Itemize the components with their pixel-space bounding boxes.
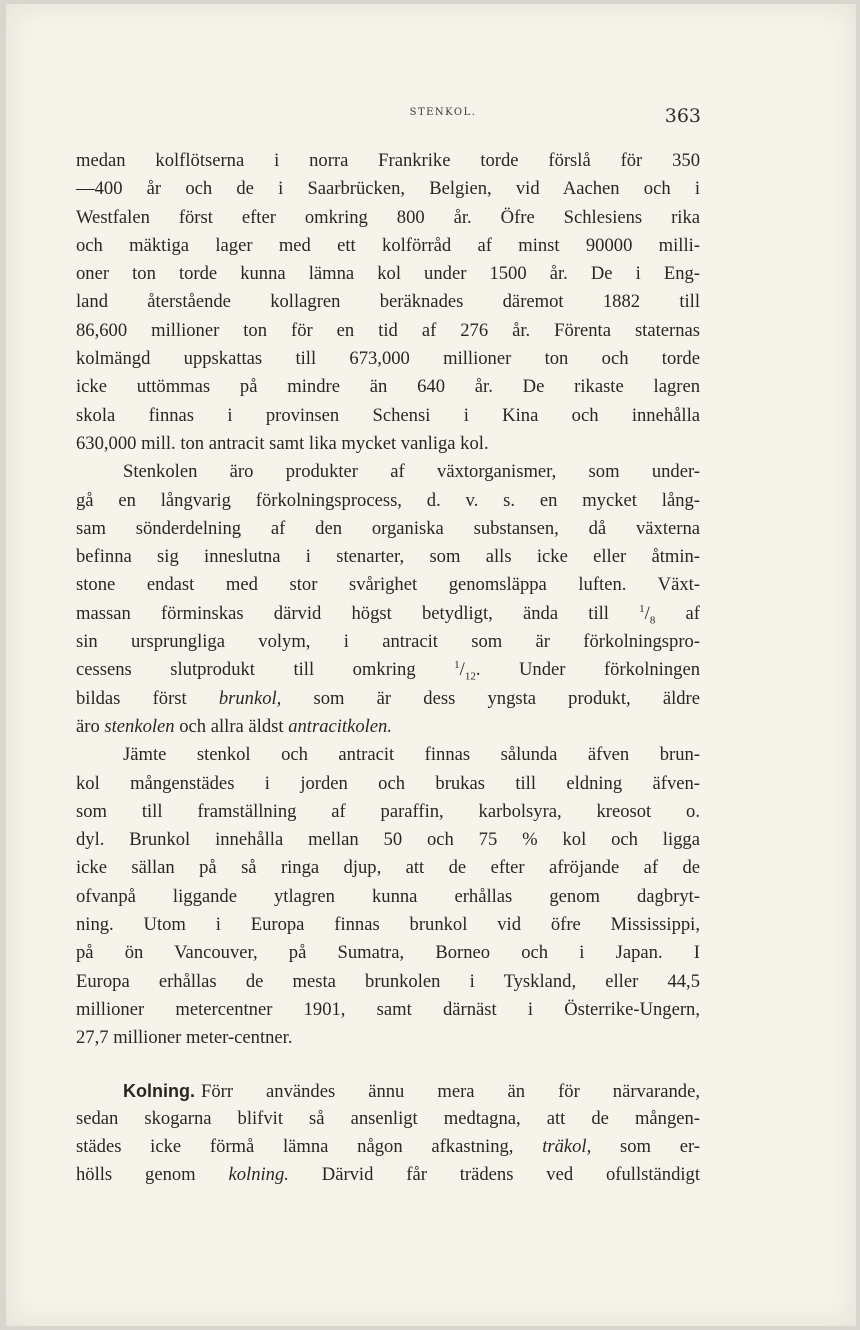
text-line: dyl. Brunkol innehålla mellan 50 och 75 % kol och ligga — [76, 829, 700, 851]
text-line: som till framställning af paraffin, karbolsyra, kreosot o. — [76, 800, 700, 822]
text-line — [76, 685, 700, 713]
paragraph-brown-coal — [76, 741, 700, 1052]
text-line: oner ton torde kunna lämna kol under 1500 år. De i Eng- — [76, 263, 700, 285]
text-line: stone endast med stor svårighet genomsläppa luften. Växt- — [76, 574, 700, 596]
running-head: STENKOL. — [409, 107, 477, 118]
text-line — [76, 600, 700, 628]
body-text — [76, 147, 700, 1190]
text-line: kolmängd uppskattas till 673,000 millioner ton och torde — [76, 348, 700, 370]
text-run: städes icke förmå lämna någon afkastning, — [76, 1136, 543, 1158]
text-line: 630,000 mill. ton antracit samt lika mycket vanliga kol. — [76, 432, 489, 454]
section-spacer — [76, 1053, 700, 1077]
text-line — [76, 656, 700, 684]
text-line: —400 år och de i Saarbrücken, Belgien, vid Aachen och i — [76, 178, 700, 200]
text-line: 86,600 millioner ton för en tid af 276 år. Förenta staternas — [76, 319, 700, 341]
italic-term: kolning. — [228, 1164, 289, 1186]
text-run: som er- — [591, 1136, 700, 1158]
text-run: af — [655, 602, 701, 624]
book-page — [6, 4, 856, 1326]
text-line: icke uttömmas på mindre än 640 år. De rikaste lagren — [76, 376, 700, 398]
text-run: Förr användes ännu mera än för närvarande, — [200, 1080, 700, 1102]
fraction-numerator: 1 — [454, 659, 460, 672]
page-header — [6, 105, 856, 129]
paragraph-coal-origin — [76, 458, 700, 741]
section-title: Kolning. — [123, 1080, 195, 1101]
text-line: på ön Vancouver, på Sumatra, Borneo och i Japan. I — [76, 942, 700, 964]
text-run: massan förminskas därvid högst betydligt, ända till — [76, 602, 640, 624]
text-line: Stenkolen äro produkter af växtorganismer, som under- — [123, 461, 700, 483]
italic-term: antracitkolen. — [288, 715, 392, 737]
fraction-slash: / — [459, 659, 465, 681]
text-run: äro — [76, 715, 105, 737]
section-kolning — [76, 1077, 700, 1190]
italic-term: brunkol, — [218, 687, 282, 709]
text-run: cessens slutprodukt till omkring — [76, 659, 455, 681]
italic-term: stenkolen — [104, 715, 175, 737]
text-line: sam sönderdelning af den organiska substansen, då växterna — [76, 517, 700, 539]
fraction-denominator: 12 — [464, 671, 476, 684]
text-line: icke sällan på så ringa djup, att de efter afröjande af de — [76, 857, 700, 879]
text-run: hölls genom — [76, 1164, 229, 1186]
text-run: bildas först — [76, 687, 219, 709]
text-run: . Under förkolningen — [475, 659, 700, 681]
text-line: sedan skogarna blifvit så ansenligt medtagna, att de mången- — [76, 1107, 700, 1129]
text-line: befinna sig inneslutna i stenarter, som alls icke eller åtmin- — [76, 546, 700, 568]
text-line: Europa erhållas de mesta brunkolen i Tyskland, eller 44,5 — [76, 970, 700, 992]
text-run: och allra äldst — [174, 715, 289, 737]
text-line: gå en långvarig förkolningsprocess, d. v. s. en mycket lång- — [76, 489, 700, 511]
paragraph-coal-reserves — [76, 147, 700, 458]
fraction-slash: / — [644, 602, 650, 624]
text-line: medan kolflötserna i norra Frankrike torde förslå för 350 — [76, 150, 700, 171]
text-line — [76, 1161, 700, 1189]
text-line: ofvanpå liggande ytlagren kunna erhållas genom dagbryt- — [76, 885, 700, 907]
text-line — [76, 1133, 700, 1161]
text-line: Jämte stenkol och antracit finnas sålunda äfven brun- — [123, 744, 700, 766]
text-line: och mäktiga lager med ett kolförråd af minst 90000 milli- — [76, 234, 700, 256]
text-line: skola finnas i provinsen Schensi i Kina och innehålla — [76, 404, 700, 426]
text-line: 27,7 millioner meter-centner. — [76, 1027, 293, 1049]
text-line: sin ursprungliga volym, i antracit som är förkolningspro- — [76, 631, 700, 653]
page-number: 363 — [664, 105, 701, 127]
text-line: land återstående kollagren beräknades däremot 1882 till — [76, 291, 700, 313]
text-line — [76, 713, 700, 741]
text-line: millioner metercentner 1901, samt därnäst i Österrike-Ungern, — [76, 998, 700, 1020]
text-run: Därvid får trädens ved ofullständigt — [288, 1164, 700, 1186]
text-run: som är dess yngsta produkt, äldre — [281, 687, 700, 709]
fraction-numerator: 1 — [639, 602, 645, 615]
text-line: ning. Utom i Europa finnas brunkol vid öfre Mississippi, — [76, 914, 700, 936]
fraction-denominator: 8 — [649, 614, 656, 627]
text-line: kol mångenstädes i jorden och brukas till eldning äfven- — [76, 772, 700, 794]
text-line — [76, 1077, 700, 1105]
italic-term: träkol, — [542, 1136, 592, 1158]
text-line: Westfalen först efter omkring 800 år. Öfre Schlesiens rika — [76, 206, 700, 228]
